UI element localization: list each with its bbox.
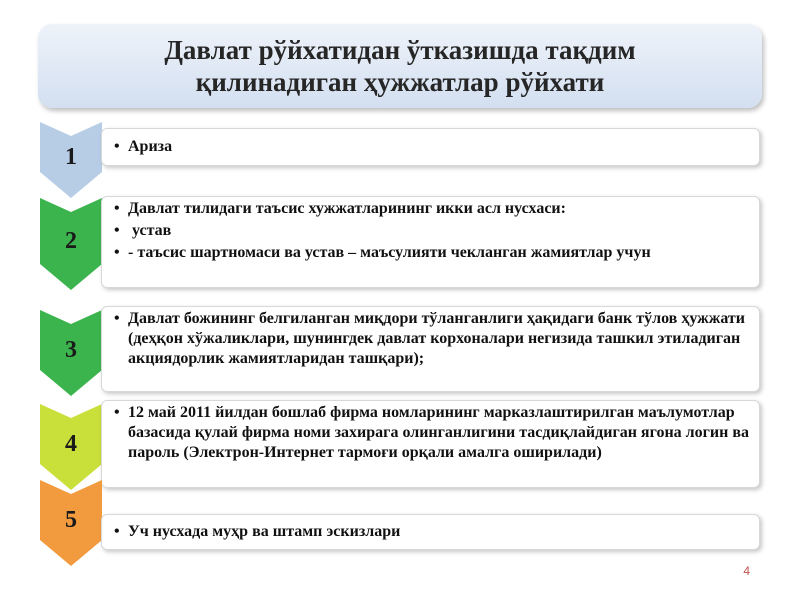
step-3-chevron	[40, 310, 102, 396]
title-line-1: Давлат рўйхатидан ўтказишда тақдим	[164, 35, 636, 65]
title-box	[38, 24, 762, 108]
slide-title	[164, 34, 635, 98]
page-number: 4	[743, 564, 750, 578]
step-2-number: 2	[65, 227, 77, 254]
step-5-number: 5	[65, 506, 77, 533]
step-2-item-3: • - таъсис шартномаси ва устав – маъсулияти чекланган жамиятлар учун	[112, 243, 749, 263]
step-1-card	[101, 128, 760, 166]
step-1-chevron	[40, 122, 102, 198]
step-3-card	[101, 306, 760, 392]
step-5-item-1: • Уч нусхада муҳр ва штамп эскизлари	[112, 522, 749, 542]
step-4-number: 4	[65, 430, 77, 457]
step-5-chevron	[40, 480, 102, 566]
step-3-item-1: • Давлат божининг белгиланган миқдори тўланганлиги ҳақидаги банк тўлов ҳужжати (деҳқон хўжаликлари, шунингдек давлат корхоналари негизида ташкил этиладиган акциядорлик жамиятларидан ташқари);	[112, 309, 749, 369]
step-2-chevron	[40, 198, 102, 290]
step-1-item-1: • Ариза	[112, 137, 749, 157]
step-3-number: 3	[65, 336, 77, 363]
step-2-card	[101, 196, 760, 288]
step-1-number: 1	[65, 143, 77, 170]
step-4-item-1: • 12 май 2011 йилдан бошлаб фирма номларининг марказлаштирилган маълумотлар базасида қулай фирма номи захирага олинганлигини тасдиқлайдиган ягона логин ва пароль (Электрон-Интернет тармоғи орқали амалга оширилади)	[112, 403, 749, 463]
step-2-item-2: • устав	[112, 221, 749, 241]
step-2-item-1: • Давлат тилидаги таъсис хужжатларининг икки асл нусхаси:	[112, 199, 749, 219]
step-5-card	[101, 514, 760, 550]
step-4-chevron	[40, 404, 102, 490]
title-line-2: қилинадиган ҳужжатлар рўйхати	[195, 67, 605, 97]
step-4-card	[101, 400, 760, 488]
